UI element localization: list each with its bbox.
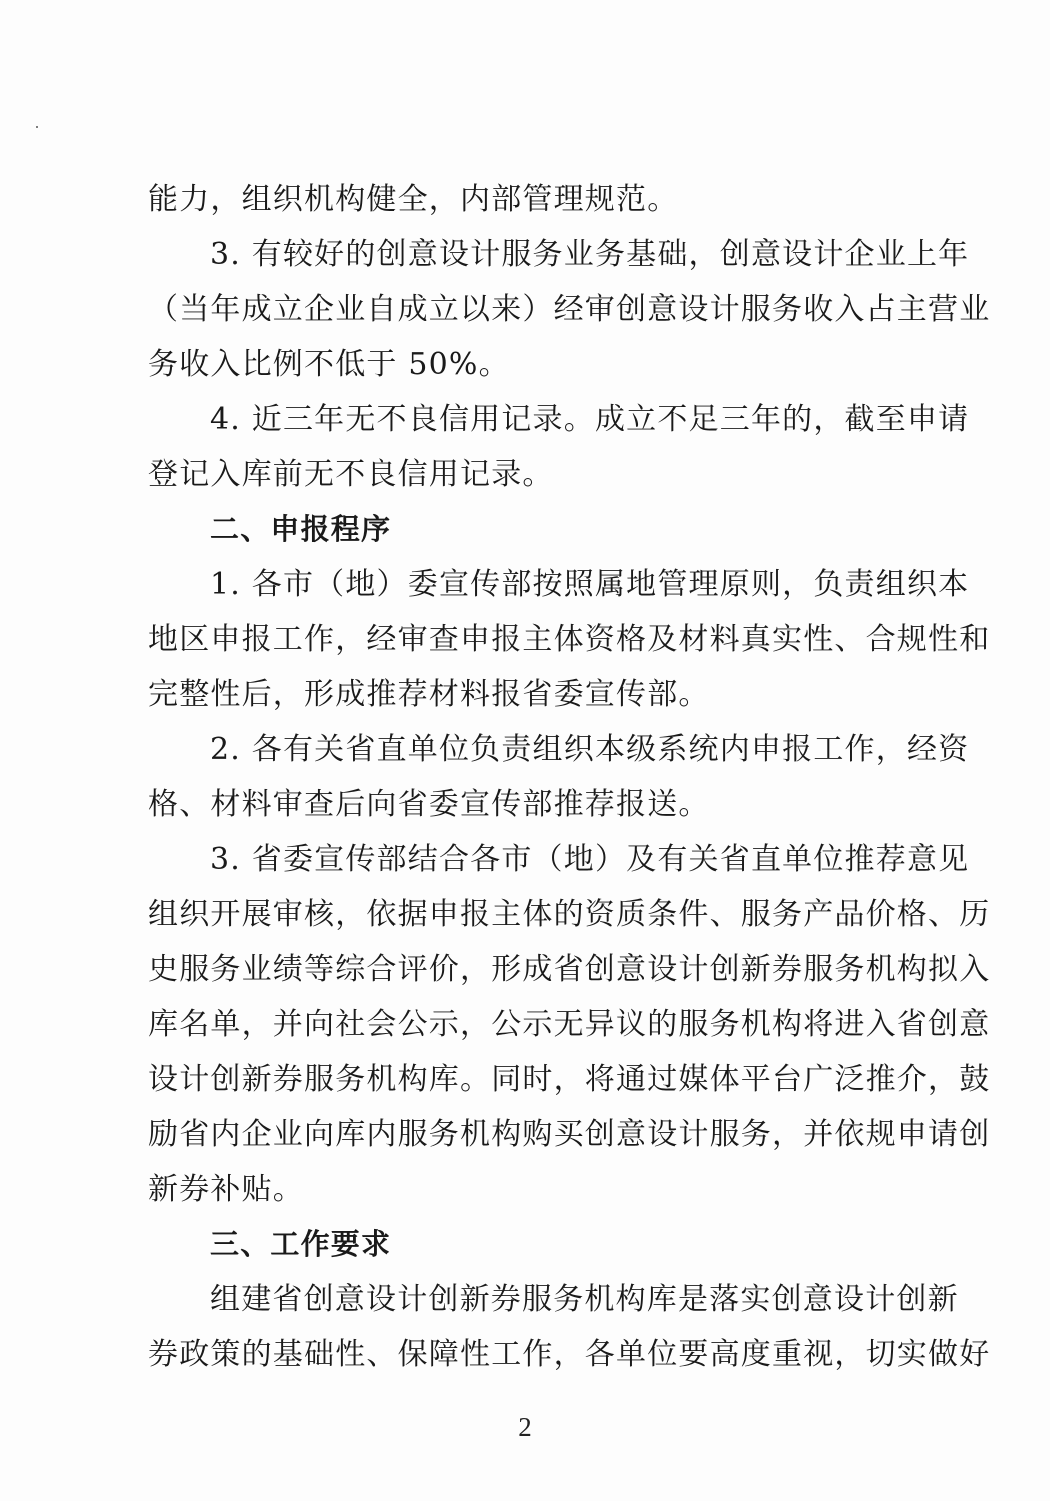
paragraph-line: 地区申报工作，经审查申报主体资格及材料真实性、合规性和 <box>148 622 991 657</box>
scan-speck <box>36 126 38 128</box>
paragraph-line: 励省内企业向库内服务机构购买创意设计服务，并依规申请创 <box>148 1117 991 1152</box>
paragraph-line: 新券补贴。 <box>148 1172 304 1207</box>
document-body <box>148 172 991 1382</box>
page-number: 2 <box>518 1412 532 1442</box>
paragraph-line: 券政策的基础性、保障性工作，各单位要高度重视，切实做好 <box>148 1337 991 1372</box>
paragraph-line: 组织开展审核，依据申报主体的资质条件、服务产品价格、历 <box>148 897 991 932</box>
paragraph-line: 3. 有较好的创意设计服务业务基础，创意设计企业上年 <box>210 237 970 272</box>
paragraph-line: 4. 近三年无不良信用记录。成立不足三年的，截至申请 <box>210 402 970 437</box>
paragraph-line: 组建省创意设计创新券服务机构库是落实创意设计创新 <box>210 1282 959 1317</box>
paragraph-line: （当年成立企业自成立以来）经审创意设计服务收入占主营业 <box>148 292 991 327</box>
paragraph-line: 格、材料审查后向省委宣传部推荐报送。 <box>148 787 710 822</box>
paragraph-line: 3. 省委宣传部结合各市（地）及有关省直单位推荐意见 <box>210 842 970 877</box>
section-heading-procedure: 二、申报程序 <box>210 512 392 546</box>
paragraph-line: 完整性后，形成推荐材料报省委宣传部。 <box>148 677 710 712</box>
paragraph-line: 库名单，并向社会公示，公示无异议的服务机构将进入省创意 <box>148 1007 991 1042</box>
paragraph-line: 务收入比例不低于 50%。 <box>148 347 510 382</box>
paragraph-line: 能力，组织机构健全，内部管理规范。 <box>148 182 679 217</box>
paragraph-line: 1. 各市（地）委宣传部按照属地管理原则，负责组织本 <box>210 567 970 602</box>
paragraph-line: 史服务业绩等综合评价，形成省创意设计创新券服务机构拟入 <box>148 952 991 987</box>
section-heading-requirements: 三、工作要求 <box>210 1227 392 1261</box>
paragraph-line: 登记入库前无不良信用记录。 <box>148 457 554 492</box>
paragraph-line: 2. 各有关省直单位负责组织本级系统内申报工作，经资 <box>210 732 970 767</box>
paragraph-line: 设计创新券服务机构库。同时，将通过媒体平台广泛推介，鼓 <box>148 1062 991 1097</box>
